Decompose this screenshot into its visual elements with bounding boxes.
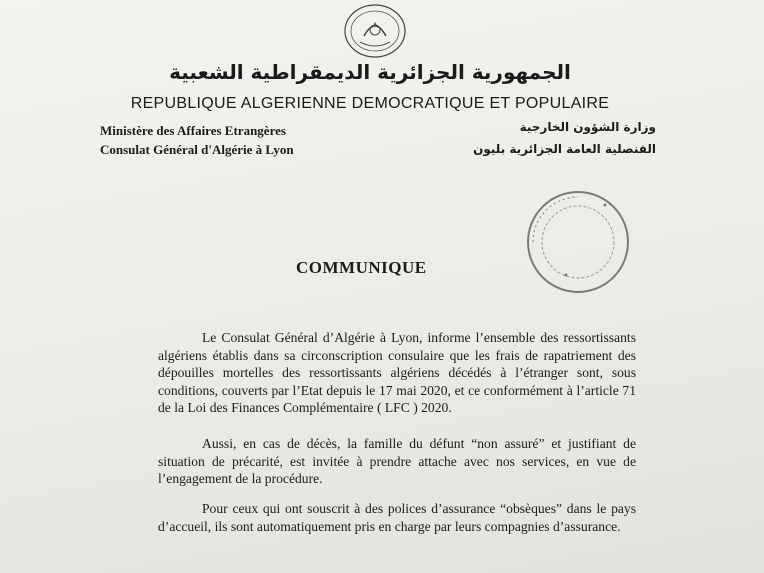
paragraph-2: Aussi, en cas de décès, la famille du défunt “non assuré” et justifiant de situation de précarité, est invitée à prendre attache avec nos services, en vue de l’engagement de la procédure. — [158, 436, 636, 486]
consulate-label-ar: القنصلية العامة الجزائرية بليون — [473, 142, 656, 156]
ministry-label-fr: Ministère des Affaires Etrangères — [100, 123, 286, 138]
paragraph-3: Pour ceux qui ont souscrit à des polices d’assurance “obsèques” dans le pays d’accueil, ils sont automatiquement pris en charge par leurs compagnies d’assurance. — [158, 501, 636, 534]
official-round-stamp — [523, 187, 633, 297]
national-emblem-seal — [336, 2, 414, 60]
ministry-label-ar: وزارة الشؤون الخارجية — [519, 120, 656, 134]
consulate-label-fr: Consulat Général d'Algérie à Lyon — [100, 142, 294, 157]
arabic-republic-title: الجمهورية الجزائرية الديمقراطية الشعبية — [169, 60, 571, 84]
communique-title: COMMUNIQUE — [296, 258, 427, 277]
french-republic-title: REPUBLIQUE ALGERIENNE DEMOCRATIQUE ET POPULAIRE — [130, 95, 610, 112]
paragraph-1: Le Consulat Général d’Algérie à Lyon, informe l’ensemble des ressortissants algériens établis dans sa circonscription consulaire que les frais de rapatriement des dépouilles mortelles des ressortissants algériens décédés à l’étranger sont, sous conditions, couverts par l’Etat depuis le 17 mai 2020, et ce conformément à l’article 71 de la Loi des Finances Complémentaire ( LFC ) 2020. — [158, 330, 636, 415]
